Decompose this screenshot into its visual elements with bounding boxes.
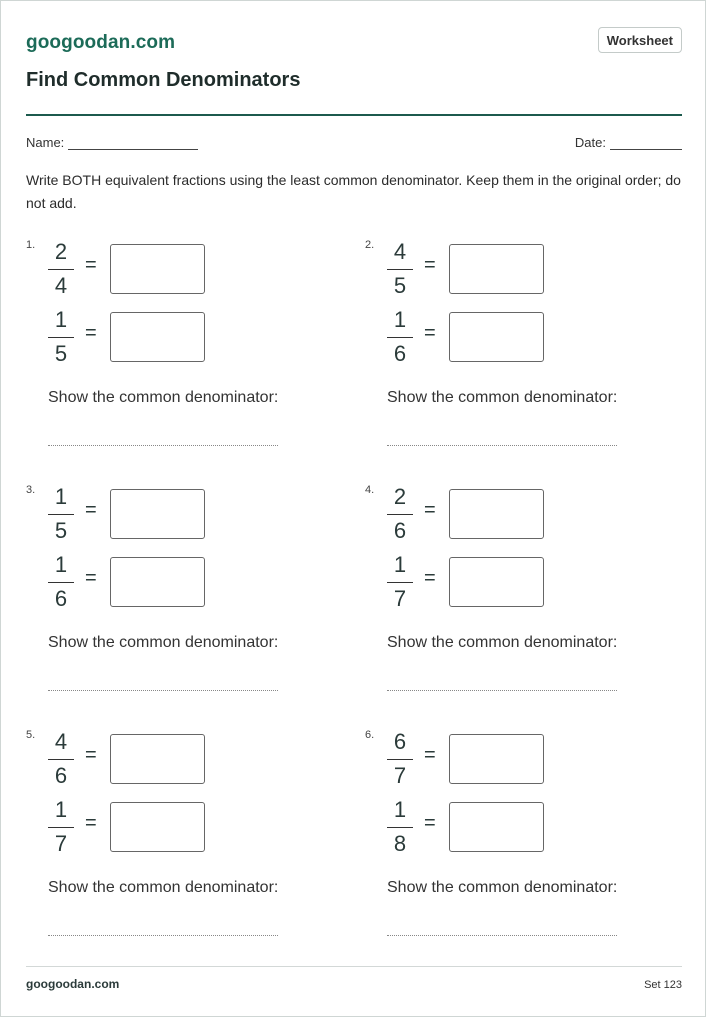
common-denominator-line[interactable] [48, 935, 278, 936]
fraction-bar [48, 827, 74, 828]
answer-box[interactable] [449, 734, 544, 784]
problem-4 [365, 484, 665, 704]
fraction-row-2 [48, 797, 328, 857]
answer-box[interactable] [110, 312, 205, 362]
problem-5 [26, 729, 326, 949]
denominator: 7 [54, 831, 68, 856]
denominator: 6 [393, 341, 407, 366]
common-denominator-line[interactable] [387, 445, 617, 446]
name-field [26, 135, 198, 150]
common-denominator-line[interactable] [387, 690, 617, 691]
fraction-row-1 [48, 484, 328, 544]
fraction-row-2 [387, 797, 667, 857]
fraction [48, 797, 74, 857]
date-label: Date: [574, 135, 606, 150]
fraction [48, 239, 74, 299]
footer-set-number: Set 123 [644, 979, 682, 991]
equals-sign: = [424, 567, 436, 589]
fraction [387, 239, 413, 299]
brand-logo-text: googoodan.com [26, 32, 176, 53]
equals-sign: = [424, 499, 436, 521]
problem-number: 1. [26, 239, 36, 251]
numerator: 1 [393, 307, 407, 332]
numerator: 4 [54, 729, 68, 754]
footer-site: googoodan.com [26, 977, 120, 991]
answer-box[interactable] [110, 244, 205, 294]
worksheet-badge: Worksheet [598, 27, 682, 53]
common-denominator-line[interactable] [48, 690, 278, 691]
denominator: 6 [54, 586, 68, 611]
denominator: 5 [393, 273, 407, 298]
common-denominator-line[interactable] [387, 935, 617, 936]
answer-box[interactable] [110, 802, 205, 852]
fraction [387, 484, 413, 544]
denominator: 4 [54, 273, 68, 298]
fraction [387, 729, 413, 789]
numerator: 6 [393, 729, 407, 754]
numerator: 1 [54, 552, 68, 577]
page-title: Find Common Denominators [26, 69, 301, 91]
fraction [387, 552, 413, 612]
fraction [387, 307, 413, 367]
problem-number: 5. [26, 729, 36, 741]
numerator: 1 [54, 797, 68, 822]
equals-sign: = [424, 254, 436, 276]
footer-divider [26, 966, 682, 967]
common-denominator-label: Show the common denominator: [387, 389, 618, 406]
problem-number: 2. [365, 239, 375, 251]
equals-sign: = [85, 499, 97, 521]
equals-sign: = [85, 322, 97, 344]
numerator: 4 [393, 239, 407, 264]
fraction-bar [48, 337, 74, 338]
equals-sign: = [85, 567, 97, 589]
equals-sign: = [424, 322, 436, 344]
common-denominator-label: Show the common denominator: [387, 879, 618, 896]
denominator: 5 [54, 518, 68, 543]
fraction-bar [387, 514, 413, 515]
numerator: 2 [54, 239, 68, 264]
fraction-row-1 [48, 729, 328, 789]
fraction [48, 307, 74, 367]
common-denominator-label: Show the common denominator: [387, 634, 618, 651]
numerator: 1 [54, 484, 68, 509]
denominator: 6 [54, 763, 68, 788]
answer-box[interactable] [449, 557, 544, 607]
fraction-row-2 [387, 307, 667, 367]
fraction-row-1 [387, 239, 667, 299]
problem-number: 4. [365, 484, 375, 496]
numerator: 1 [54, 307, 68, 332]
fraction [48, 552, 74, 612]
answer-box[interactable] [449, 312, 544, 362]
fraction-row-2 [387, 552, 667, 612]
fraction-bar [48, 269, 74, 270]
problem-number: 6. [365, 729, 375, 741]
fraction-row-1 [48, 239, 328, 299]
problem-6 [365, 729, 665, 949]
common-denominator-label: Show the common denominator: [48, 879, 279, 896]
fraction-row-2 [48, 307, 328, 367]
denominator: 7 [393, 763, 407, 788]
answer-box[interactable] [449, 244, 544, 294]
common-denominator-label: Show the common denominator: [48, 634, 279, 651]
fraction [48, 484, 74, 544]
problem-2 [365, 239, 665, 459]
denominator: 6 [393, 518, 407, 543]
fraction-bar [48, 582, 74, 583]
fraction-row-2 [48, 552, 328, 612]
answer-box[interactable] [449, 802, 544, 852]
problem-number: 3. [26, 484, 36, 496]
answer-box[interactable] [110, 489, 205, 539]
equals-sign: = [85, 744, 97, 766]
fraction-bar [387, 582, 413, 583]
equals-sign: = [85, 812, 97, 834]
problem-1 [26, 239, 326, 459]
common-denominator-label: Show the common denominator: [48, 389, 279, 406]
numerator: 1 [393, 552, 407, 577]
equals-sign: = [424, 744, 436, 766]
common-denominator-line[interactable] [48, 445, 278, 446]
fraction-row-1 [387, 729, 667, 789]
numerator: 1 [393, 797, 407, 822]
fraction-bar [387, 269, 413, 270]
fraction-bar [48, 514, 74, 515]
denominator: 7 [393, 586, 407, 611]
numerator: 2 [393, 484, 407, 509]
date-blank[interactable] [610, 135, 682, 150]
fraction-bar [387, 827, 413, 828]
answer-box[interactable] [110, 734, 205, 784]
equals-sign: = [424, 812, 436, 834]
fraction-bar [48, 759, 74, 760]
denominator: 5 [54, 341, 68, 366]
fraction-row-1 [387, 484, 667, 544]
denominator: 8 [393, 831, 407, 856]
problem-3 [26, 484, 326, 704]
fraction [387, 797, 413, 857]
name-label: Name: [26, 135, 65, 150]
fraction [48, 729, 74, 789]
name-blank[interactable] [68, 135, 198, 150]
answer-box[interactable] [110, 557, 205, 607]
header-divider [26, 114, 682, 116]
equals-sign: = [85, 254, 97, 276]
fraction-bar [387, 759, 413, 760]
date-field [575, 135, 682, 150]
answer-box[interactable] [449, 489, 544, 539]
fraction-bar [387, 337, 413, 338]
instructions-text: Write BOTH equivalent fractions using the least common denominator. Keep them in the original order; do not add. [26, 172, 681, 211]
